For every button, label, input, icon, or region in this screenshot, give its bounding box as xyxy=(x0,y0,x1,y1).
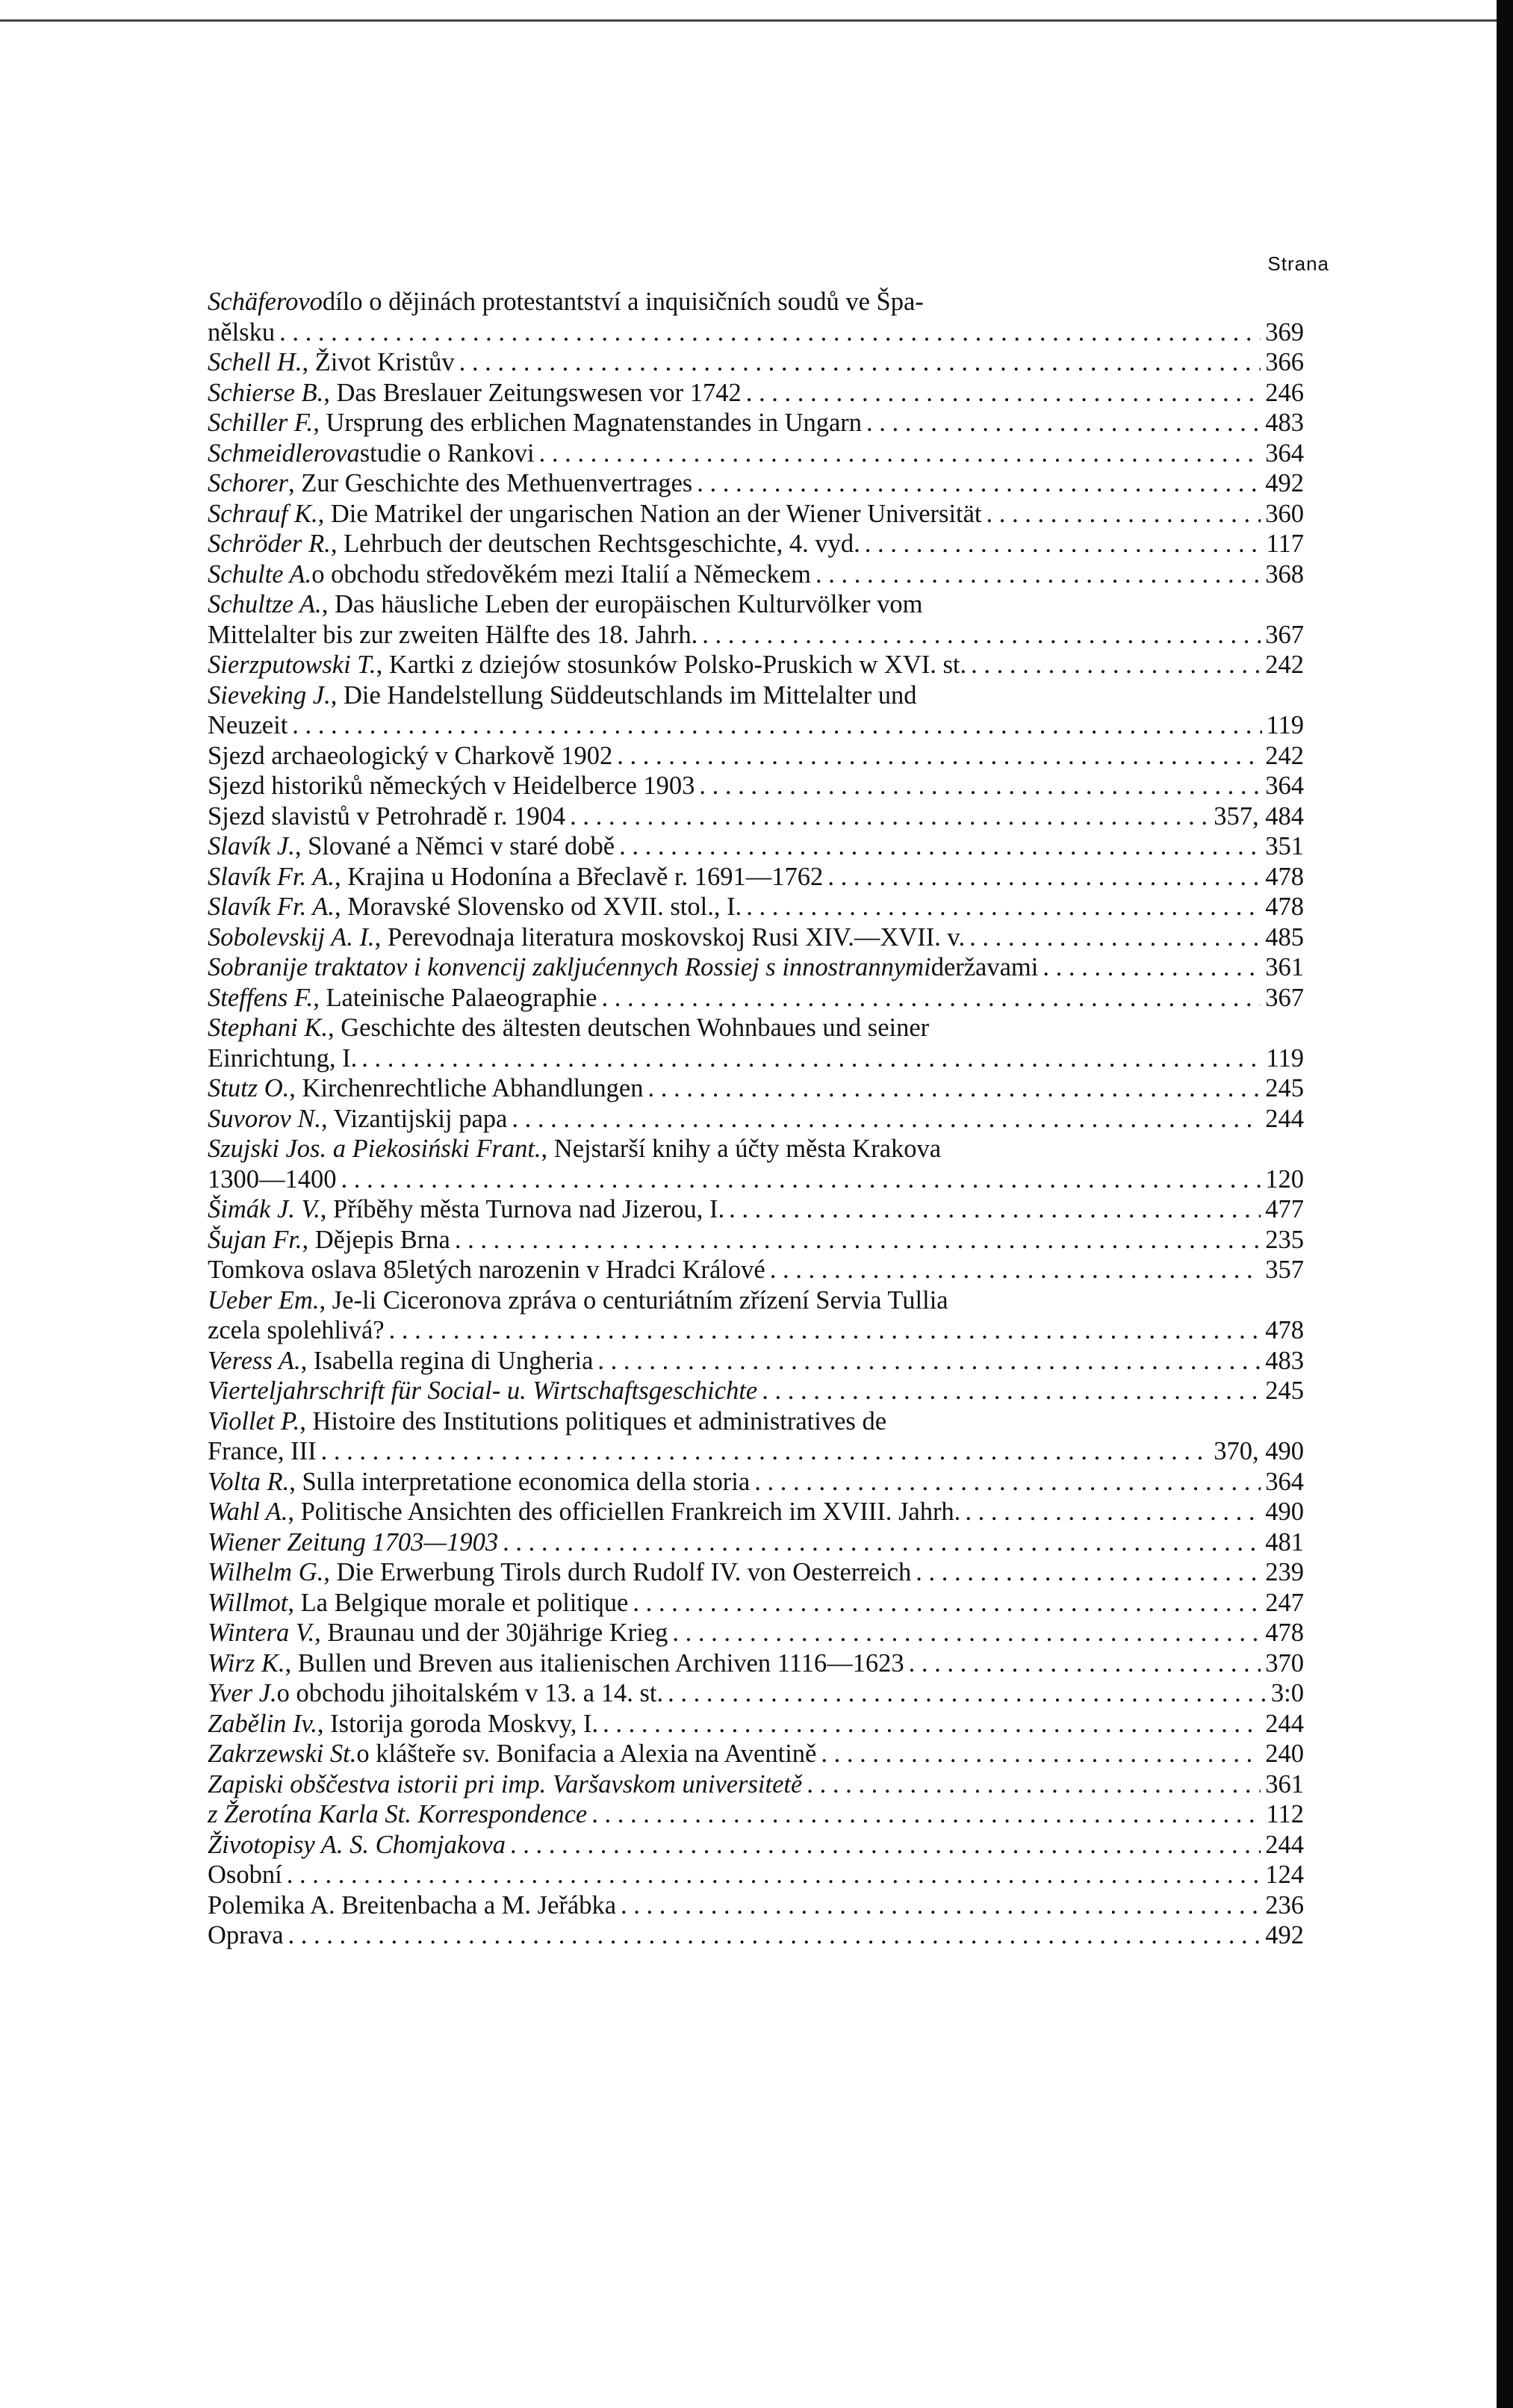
page-number: 483 xyxy=(1265,1346,1304,1375)
entry-line xyxy=(208,1285,1304,1316)
page-number: 490 xyxy=(1265,1498,1304,1526)
index-entry xyxy=(208,1890,1304,1921)
entry-line xyxy=(208,771,1304,801)
page-number: 244 xyxy=(1265,1830,1304,1859)
index-entry xyxy=(208,347,1304,378)
entry-line xyxy=(208,1739,1304,1769)
index-entry xyxy=(208,499,1304,530)
page-number: 367 xyxy=(1265,620,1304,649)
page-number: 239 xyxy=(1265,1558,1304,1586)
index-entry xyxy=(208,1920,1304,1951)
page-number: 240 xyxy=(1265,1740,1304,1768)
index-entry xyxy=(208,1255,1304,1285)
entry-title: , Die Handelstellung Süddeutschlands im Mittelalter und xyxy=(330,680,917,710)
entry-title: Oprava xyxy=(208,1921,284,1949)
page-number: 364 xyxy=(1265,772,1304,800)
page-number: 360 xyxy=(1265,499,1304,528)
dot-leader xyxy=(697,468,1261,499)
entry-title: , Lehrbuch der deutschen Rechtsgeschichte, 4. vyd. xyxy=(330,530,860,558)
entry-author: Steffens F. xyxy=(208,983,314,1012)
index-entry xyxy=(208,1467,1304,1498)
entry-author: Sobranije traktatov i konvencij zakljućennych Rossiej s innostrannymi xyxy=(208,953,931,981)
dot-leader xyxy=(321,1436,1210,1467)
entry-title: , Moravské Slovensko od XVII. stol., I. xyxy=(334,893,742,921)
entry-line xyxy=(208,287,1304,317)
entry-title: , Lateinische Palaeographie xyxy=(313,983,597,1012)
index-entry xyxy=(208,801,1304,832)
index-entry xyxy=(208,771,1304,801)
index-entry xyxy=(208,589,1304,650)
entry-author: Šujan Fr. xyxy=(208,1225,302,1254)
entry-line xyxy=(208,710,1304,741)
entry-line xyxy=(208,499,1304,530)
entry-line xyxy=(208,862,1304,893)
entry-author: Sierzputowski T. xyxy=(208,651,376,679)
index-entry xyxy=(208,741,1304,772)
index-entry xyxy=(208,650,1304,680)
page-number: 477 xyxy=(1265,1195,1304,1223)
page-number: 247 xyxy=(1265,1588,1304,1617)
dot-leader xyxy=(965,1497,1261,1527)
entry-author: Schröder R. xyxy=(208,530,331,558)
entry-title: Einrichtung, I. xyxy=(208,1043,358,1073)
page-number: 235 xyxy=(1265,1225,1304,1254)
dot-leader xyxy=(971,650,1261,680)
dot-leader xyxy=(647,1073,1261,1104)
entry-author: Volta R. xyxy=(208,1467,290,1496)
entry-author: Životopisy A. S. Chomjakova xyxy=(208,1830,506,1859)
index-entry xyxy=(208,983,1304,1014)
index-entry xyxy=(208,1618,1304,1648)
entry-line xyxy=(208,1920,1304,1951)
dot-leader xyxy=(510,1830,1261,1861)
entry-title: , Perevodnaja literatura moskovskoj Rusi XIV.—XVII. v. xyxy=(374,922,966,952)
dot-leader xyxy=(361,1043,1261,1074)
dot-leader xyxy=(621,1890,1261,1921)
index-entry xyxy=(208,1799,1304,1830)
entry-author: Ueber Em. xyxy=(208,1285,320,1315)
entry-line xyxy=(208,1467,1304,1498)
entry-title: dílo o dějinách protestantství a inquisičních soudů ve Špa- xyxy=(322,288,924,316)
entry-line xyxy=(208,983,1304,1014)
dot-leader xyxy=(617,741,1261,772)
entry-author: Wintera V. xyxy=(208,1619,315,1647)
dot-leader xyxy=(762,1376,1261,1406)
page-number: 112 xyxy=(1266,1800,1304,1828)
entry-author: Schulte A. xyxy=(208,559,312,589)
index-entry xyxy=(208,831,1304,862)
entry-title: , Geschichte des ältesten deutschen Wohnbaues und seiner xyxy=(328,1014,930,1042)
entry-line xyxy=(208,1890,1304,1921)
page-number: 483 xyxy=(1265,409,1304,437)
index-entry xyxy=(208,1557,1304,1588)
entry-line xyxy=(208,1588,1304,1619)
index-entry xyxy=(208,1769,1304,1800)
entry-title: , Ursprung des erblichen Magnatenstandes in Ungarn xyxy=(313,409,863,437)
entry-line xyxy=(208,892,1304,922)
entry-line xyxy=(208,468,1304,499)
entry-title: , Kirchenrechtliche Abhandlungen xyxy=(289,1074,644,1102)
index-entry xyxy=(208,952,1304,983)
top-border xyxy=(0,19,1497,22)
page-number: 242 xyxy=(1265,651,1304,679)
entry-line xyxy=(208,1164,1304,1195)
page-number: 245 xyxy=(1265,1377,1304,1405)
entry-line xyxy=(208,952,1304,983)
entry-line xyxy=(208,1376,1304,1406)
entry-title: , Nejstarší knihy a účty města Krakova xyxy=(541,1135,942,1163)
page-number: 119 xyxy=(1266,711,1304,739)
entry-title: , Histoire des Institutions politiques et administratives de xyxy=(299,1406,887,1436)
entry-line xyxy=(208,1194,1304,1225)
page-number: 367 xyxy=(1265,983,1304,1012)
entry-author: Schell H. xyxy=(208,348,302,376)
dot-leader xyxy=(591,1799,1261,1830)
page-number: 478 xyxy=(1265,862,1304,891)
page-number: 244 xyxy=(1265,1104,1304,1133)
page-number: 361 xyxy=(1265,953,1304,981)
entry-title: , Isabella regina di Ungheria xyxy=(300,1346,594,1375)
dot-leader xyxy=(969,922,1261,953)
page-number: 244 xyxy=(1265,1709,1304,1738)
page-number: 364 xyxy=(1265,438,1304,468)
entry-line xyxy=(208,1618,1304,1648)
page-number: 246 xyxy=(1265,378,1304,407)
index-entry xyxy=(208,1134,1304,1194)
page-number: 492 xyxy=(1265,469,1304,497)
entry-title: , La Belgique morale et politique xyxy=(288,1588,629,1617)
index-entry xyxy=(208,1013,1304,1073)
entry-title: , Das häusliche Leben der europäischen Kulturvölker vom xyxy=(321,590,923,618)
index-entry xyxy=(208,468,1304,499)
dot-leader xyxy=(633,1588,1261,1619)
page-number: 492 xyxy=(1265,1921,1304,1949)
entry-line xyxy=(208,1043,1304,1074)
dot-leader xyxy=(746,892,1261,922)
entry-author: Zapiski obščestva istorii pri imp. Varšavskom universitetě xyxy=(208,1769,803,1799)
index-entry xyxy=(208,1376,1304,1406)
index-entry xyxy=(208,287,1304,347)
index-entry xyxy=(208,378,1304,409)
index-entry xyxy=(208,1225,1304,1256)
dot-leader xyxy=(672,1618,1261,1648)
entry-author: Schultze A. xyxy=(208,590,322,618)
entry-author: Veress A. xyxy=(208,1346,301,1375)
entry-title: o obchodu středověkém mezi Italií a Německem xyxy=(311,559,811,589)
index-entry xyxy=(208,1830,1304,1861)
page-number: 242 xyxy=(1265,741,1304,770)
entry-author: Schorer xyxy=(208,469,288,497)
entry-author: Szujski Jos. a Piekosiński Frant. xyxy=(208,1135,541,1163)
entry-title: , Krajina u Hodonína a Břeclavě r. 1691—1762 xyxy=(334,862,824,891)
index-entry xyxy=(208,1194,1304,1225)
page-number: 120 xyxy=(1265,1164,1304,1194)
dot-leader xyxy=(827,862,1261,893)
entry-line xyxy=(208,529,1304,559)
entry-title: o klášteře sv. Bonifacia a Alexia na Aventině xyxy=(356,1740,817,1768)
dot-leader xyxy=(539,438,1261,469)
entry-title: , Kartki z dziejów stosunków Polsko-Pruskich w XVI. st. xyxy=(376,651,967,679)
entry-title: , Dějepis Brna xyxy=(302,1225,450,1254)
entry-author: Sieveking J. xyxy=(208,680,331,710)
entry-author: Wilhelm G. xyxy=(208,1558,324,1586)
entry-author: Stephani K. xyxy=(208,1014,328,1042)
page-number: 351 xyxy=(1265,832,1304,860)
dot-leader xyxy=(987,499,1261,530)
dot-leader xyxy=(702,620,1261,651)
dot-leader xyxy=(866,408,1261,438)
entry-title: , Sulla interpretatione economica della storia xyxy=(289,1467,751,1496)
page-number: 478 xyxy=(1265,1619,1304,1647)
index-entry xyxy=(208,438,1304,469)
entry-title: , Politische Ansichten des officiellen Frankreich im XVIII. Jahrh. xyxy=(288,1498,961,1526)
entry-title: , Die Matrikel der ungarischen Nation an der Wiener Universität xyxy=(317,499,982,528)
page-number: 119 xyxy=(1266,1043,1304,1073)
index-entry xyxy=(208,1860,1304,1890)
entry-line xyxy=(208,1557,1304,1588)
dot-leader xyxy=(287,1860,1261,1890)
entry-author: Stutz O. xyxy=(208,1074,290,1102)
entry-author: Wirz K. xyxy=(208,1648,285,1678)
entry-line xyxy=(208,589,1304,620)
dot-leader xyxy=(288,1920,1261,1951)
entry-line xyxy=(208,1709,1304,1740)
entry-title: studie o Rankovi xyxy=(359,438,535,468)
dot-leader xyxy=(292,710,1261,741)
dot-leader xyxy=(570,801,1209,832)
entry-title: , Je-li Ciceronova zpráva o centuriátním zřízení Servia Tullia xyxy=(319,1285,948,1315)
entry-author: Willmot xyxy=(208,1588,288,1617)
entry-author: Suvorov N. xyxy=(208,1104,322,1133)
dot-leader xyxy=(821,1739,1261,1769)
entry-title: 1300—1400 xyxy=(208,1164,337,1194)
page-number: 3:0 xyxy=(1270,1679,1304,1707)
entry-line xyxy=(208,922,1304,953)
entry-author: Schrauf K. xyxy=(208,499,318,528)
column-header-strana: Strana xyxy=(1267,252,1329,275)
entry-author: Schierse B. xyxy=(208,378,324,407)
entry-title: Sjezd archaeologický v Charkově 1902 xyxy=(208,741,613,770)
entry-line xyxy=(208,559,1304,590)
dot-leader xyxy=(668,1678,1267,1709)
index-entry xyxy=(208,1648,1304,1679)
entry-line xyxy=(208,1830,1304,1861)
entry-line xyxy=(208,680,1304,711)
index-entry xyxy=(208,1406,1304,1467)
index-entry xyxy=(208,1497,1304,1527)
page-number: 361 xyxy=(1265,1769,1304,1799)
entry-title: zcela spolehlivá? xyxy=(208,1316,385,1344)
index-entry xyxy=(208,1709,1304,1740)
entry-line xyxy=(208,801,1304,832)
dot-leader xyxy=(1043,952,1261,983)
entry-author: Vierteljahrschrift für Social- u. Wirtschaftsgeschichte xyxy=(208,1377,758,1405)
entry-line xyxy=(208,1255,1304,1285)
page-number: 368 xyxy=(1265,559,1304,589)
dot-leader xyxy=(619,831,1261,862)
index-list xyxy=(208,287,1304,1951)
entry-title: , Zur Geschichte des Methuenvertrages xyxy=(288,469,693,497)
entry-title: France, III xyxy=(208,1437,317,1465)
entry-title: , Život Kristův xyxy=(302,348,455,376)
index-entry xyxy=(208,862,1304,893)
page-number: 485 xyxy=(1265,922,1304,952)
page-number: 124 xyxy=(1265,1861,1304,1889)
index-entry xyxy=(208,1527,1304,1558)
page-number: 357 xyxy=(1265,1256,1304,1284)
entry-title: deržavami xyxy=(931,953,1039,981)
entry-line xyxy=(208,1436,1304,1467)
page-number: 366 xyxy=(1265,348,1304,376)
index-entry xyxy=(208,529,1304,559)
dot-leader xyxy=(597,1346,1261,1377)
dot-leader xyxy=(807,1769,1261,1800)
entry-line xyxy=(208,1134,1304,1164)
dot-leader xyxy=(503,1527,1261,1558)
entry-line xyxy=(208,1497,1304,1527)
page-number: 364 xyxy=(1265,1467,1304,1496)
page-number: 236 xyxy=(1265,1890,1304,1920)
entry-line xyxy=(208,438,1304,469)
entry-title: , Bullen und Breven aus italienischen Archiven 1116—1623 xyxy=(285,1648,904,1678)
entry-title: , Istorija goroda Moskvy, I. xyxy=(317,1709,599,1738)
entry-line xyxy=(208,378,1304,409)
entry-line xyxy=(208,408,1304,438)
entry-title: o obchodu jihoitalském v 13. a 14. st. xyxy=(276,1679,664,1707)
index-entry xyxy=(208,559,1304,590)
entry-line xyxy=(208,1315,1304,1346)
entry-title: Polemika A. Breitenbacha a M. Jeřábka xyxy=(208,1890,617,1920)
index-entry xyxy=(208,1739,1304,1769)
entry-line xyxy=(208,620,1304,651)
entry-line xyxy=(208,317,1304,348)
entry-line xyxy=(208,1104,1304,1135)
index-entry xyxy=(208,1104,1304,1135)
entry-author: Slavík Fr. A. xyxy=(208,862,335,891)
entry-author: Zakrzewski St. xyxy=(208,1740,357,1768)
index-entry xyxy=(208,680,1304,741)
dot-leader xyxy=(389,1315,1261,1346)
dot-leader xyxy=(455,1225,1261,1256)
entry-title: nělsku xyxy=(208,317,276,347)
dot-leader xyxy=(746,378,1261,409)
entry-author: Šimák J. V. xyxy=(208,1195,320,1223)
entry-line xyxy=(208,650,1304,680)
page-number: 370, 490 xyxy=(1214,1437,1304,1465)
page-number: 245 xyxy=(1265,1074,1304,1102)
entry-author: z Žerotína Karla St. Korrespondence xyxy=(208,1800,588,1828)
entry-title: , Vizantijskij papa xyxy=(321,1104,508,1133)
dot-leader xyxy=(459,347,1261,378)
index-entry xyxy=(208,922,1304,953)
dot-leader xyxy=(601,983,1261,1014)
entry-author: Wiener Zeitung 1703—1903 xyxy=(208,1527,499,1557)
dot-leader xyxy=(770,1255,1261,1285)
entry-author: Schmeidlerova xyxy=(208,438,360,468)
page-number: 117 xyxy=(1266,530,1304,558)
index-entry xyxy=(208,1346,1304,1377)
entry-author: Sobolevskij A. I. xyxy=(208,922,375,952)
dot-leader xyxy=(603,1709,1261,1740)
entry-line xyxy=(208,1013,1304,1043)
dot-leader xyxy=(729,1194,1261,1225)
index-entry xyxy=(208,892,1304,922)
entry-line xyxy=(208,741,1304,772)
entry-line xyxy=(208,1346,1304,1377)
entry-author: Zabělin Iv. xyxy=(208,1709,317,1738)
entry-title: , Slované a Němci v staré době xyxy=(294,832,615,860)
entry-title: Sjezd slavistů v Petrohradě r. 1904 xyxy=(208,801,566,831)
page-number: 478 xyxy=(1265,893,1304,921)
dot-leader xyxy=(699,771,1261,801)
entry-title: , Die Erwerbung Tirols durch Rudolf IV. von Oesterreich xyxy=(323,1558,912,1586)
entry-line xyxy=(208,831,1304,862)
entry-line xyxy=(208,1225,1304,1256)
entry-title: , Das Breslauer Zeitungswesen vor 1742 xyxy=(323,378,742,407)
page-number: 357, 484 xyxy=(1214,801,1304,831)
entry-author: Viollet P. xyxy=(208,1406,300,1436)
entry-line xyxy=(208,1073,1304,1104)
entry-line xyxy=(208,1527,1304,1558)
entry-line xyxy=(208,1769,1304,1800)
entry-line xyxy=(208,1648,1304,1679)
dot-leader xyxy=(754,1467,1261,1498)
entry-author: Schiller F. xyxy=(208,409,314,437)
dot-leader xyxy=(916,1557,1261,1588)
dot-leader xyxy=(865,529,1262,559)
entry-title: Osobní xyxy=(208,1861,282,1889)
entry-title: Tomkova oslava 85letých narozenin v Hradci Králové xyxy=(208,1256,765,1284)
entry-author: Schäferovo xyxy=(208,288,323,316)
entry-line xyxy=(208,1406,1304,1437)
dot-leader xyxy=(279,317,1261,348)
dot-leader xyxy=(341,1164,1261,1195)
index-entry xyxy=(208,1678,1304,1709)
index-entry xyxy=(208,1588,1304,1619)
entry-title: Mittelalter bis zur zweiten Hälfte des 18. Jahrh. xyxy=(208,620,698,649)
dot-leader xyxy=(815,559,1261,590)
entry-line xyxy=(208,1799,1304,1830)
entry-author: Slavík J. xyxy=(208,832,295,860)
dot-leader xyxy=(512,1104,1261,1135)
index-entry xyxy=(208,408,1304,438)
page-number: 370 xyxy=(1265,1648,1304,1678)
page-number: 481 xyxy=(1265,1527,1304,1557)
page-number: 369 xyxy=(1265,317,1304,347)
entry-line xyxy=(208,1860,1304,1890)
entry-title: Sjezd historiků německých v Heidelberce 1903 xyxy=(208,772,695,800)
index-entry xyxy=(208,1285,1304,1346)
page-number: 478 xyxy=(1265,1316,1304,1344)
entry-title: , Příběhy města Turnova nad Jizerou, I. xyxy=(320,1195,725,1223)
entry-author: Wahl A. xyxy=(208,1498,288,1526)
entry-author: Slavík Fr. A. xyxy=(208,893,335,921)
index-entry xyxy=(208,1073,1304,1104)
entry-title: , Braunau und der 30jährige Krieg xyxy=(314,1619,668,1647)
entry-author: Yver J. xyxy=(208,1679,277,1707)
entry-title: Neuzeit xyxy=(208,711,288,739)
entry-line xyxy=(208,1678,1304,1709)
dot-leader xyxy=(909,1648,1261,1679)
entry-line xyxy=(208,347,1304,378)
